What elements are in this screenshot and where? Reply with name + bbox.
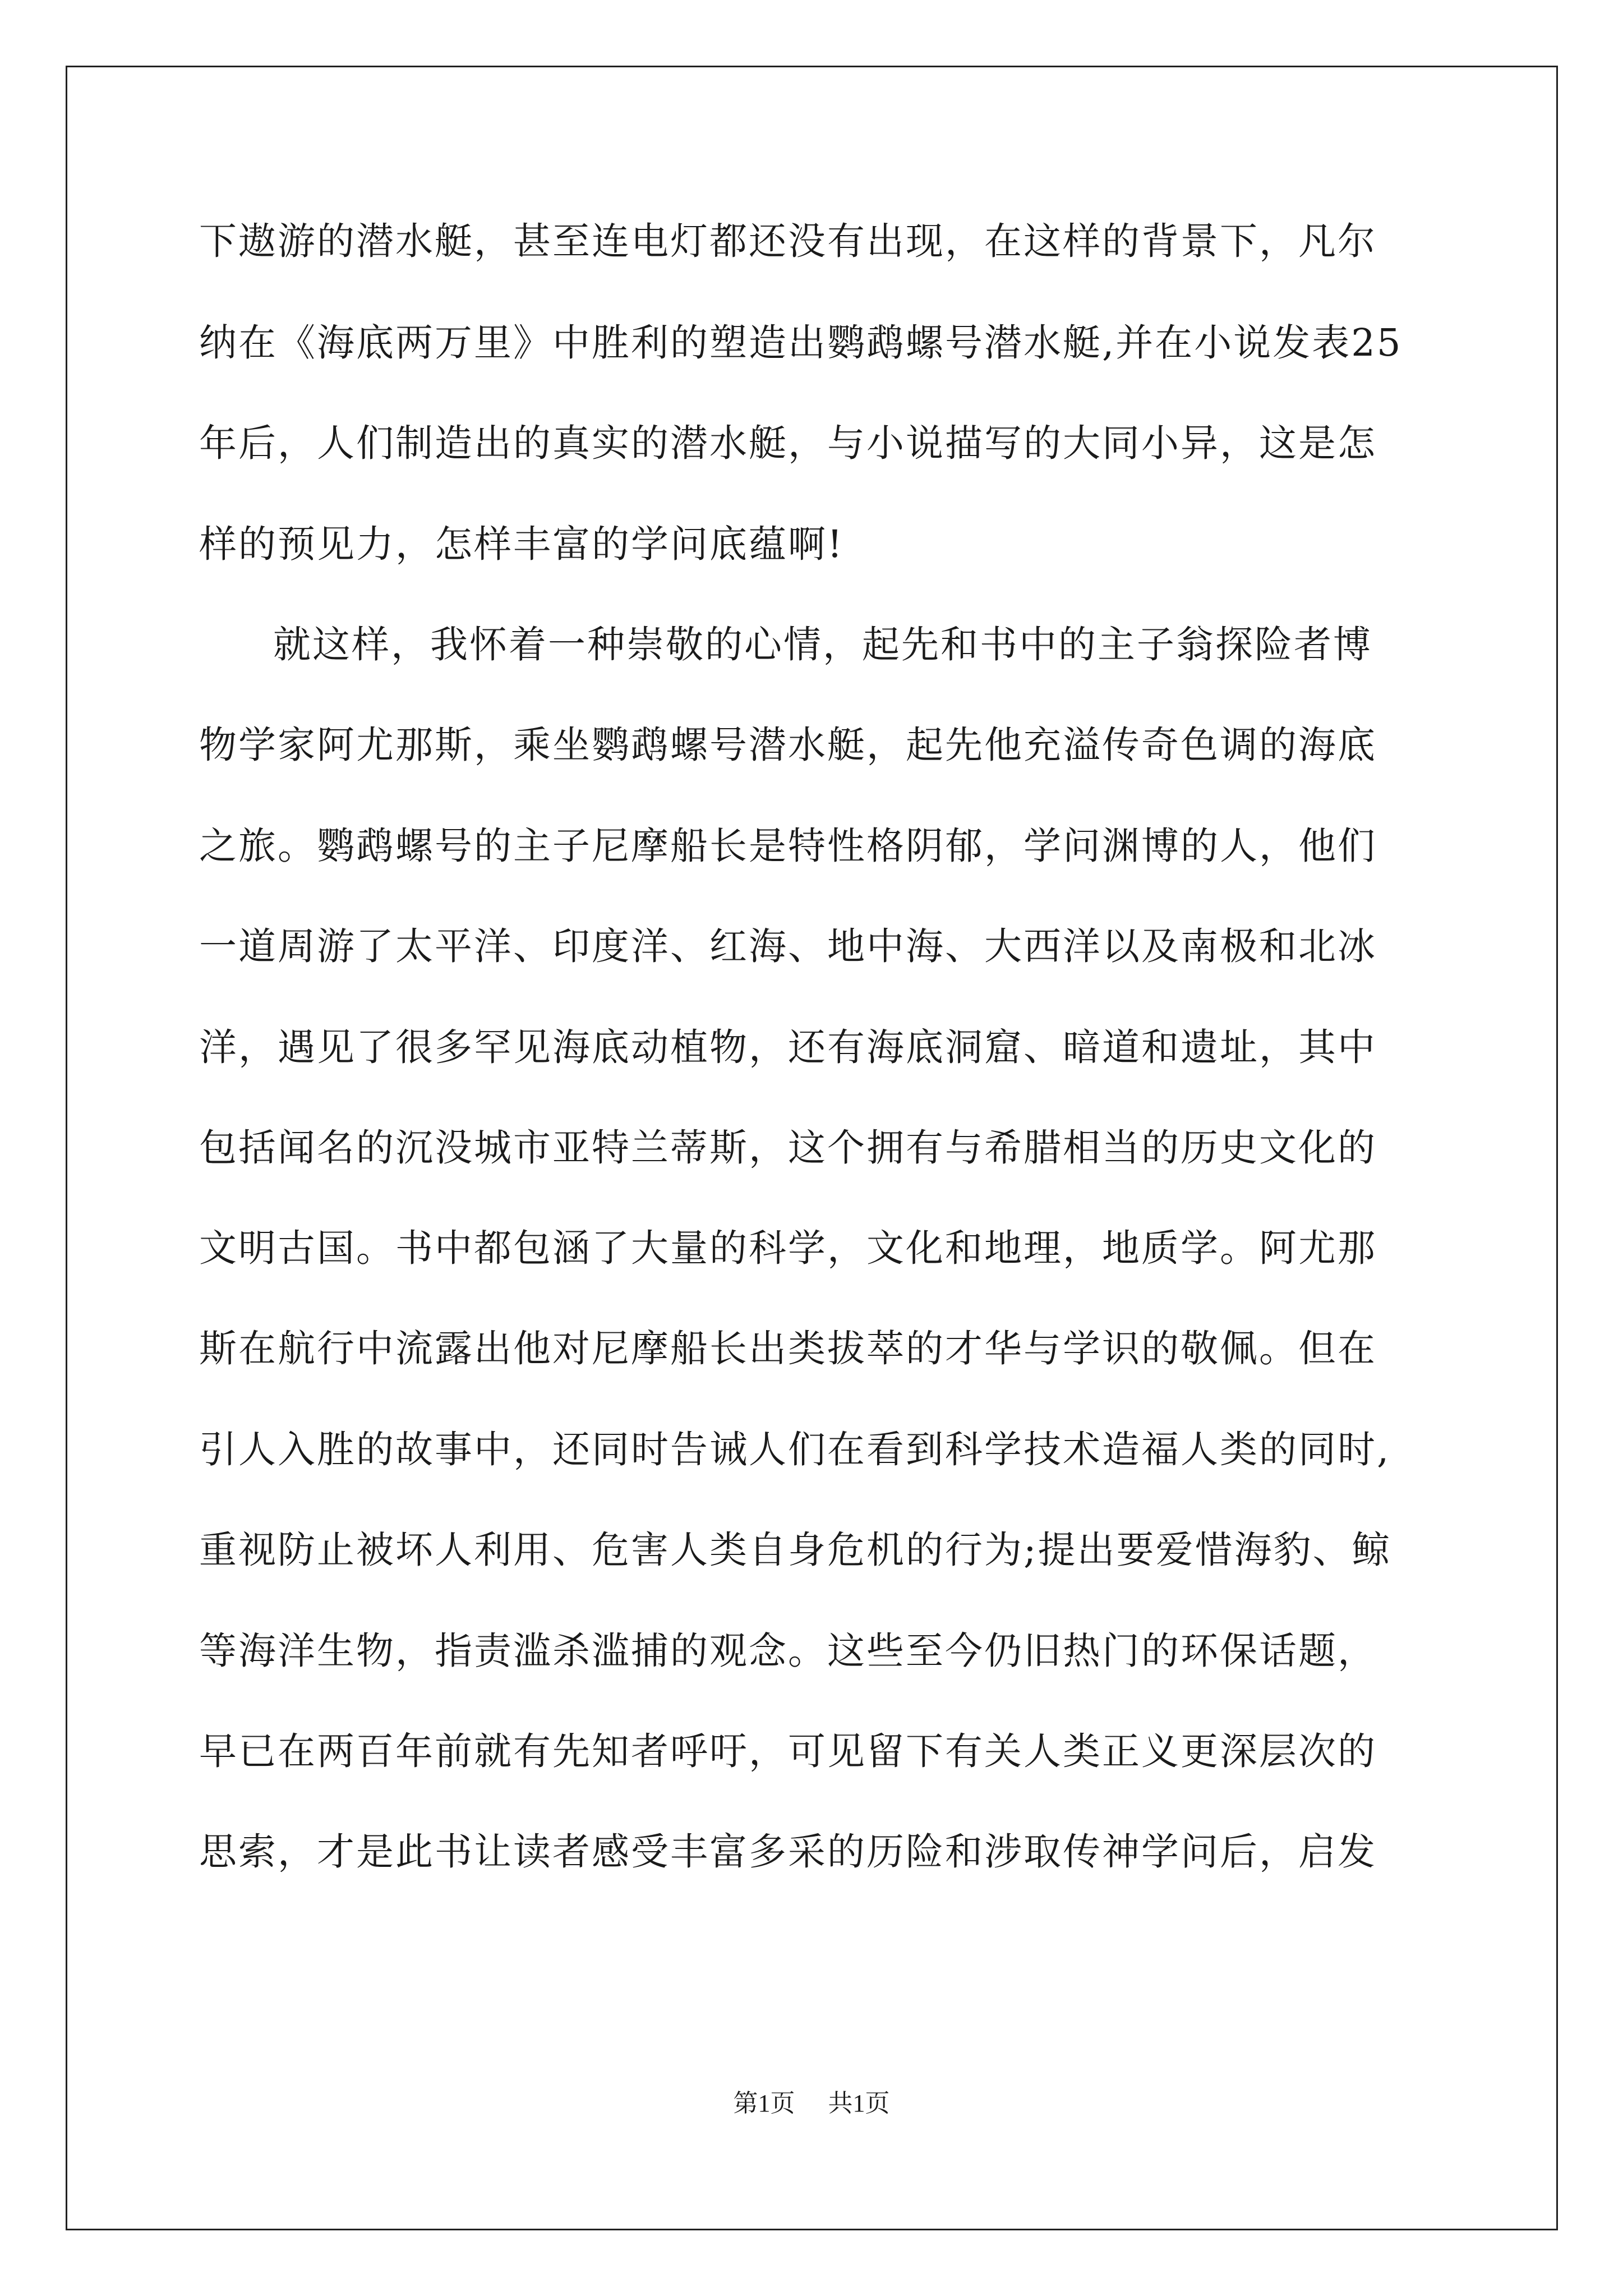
text-line: 文明古国。书中都包涵了大量的科学，文化和地理，地质学。阿尤那 — [199, 1226, 1377, 1270]
text-line: 物学家阿尤那斯，乘坐鹦鹉螺号潜水艇，起先他充溢传奇色调的海底 — [199, 723, 1377, 767]
text-line: 一道周游了太平洋、印度洋、红海、地中海、大西洋以及南极和北冰 — [199, 924, 1377, 968]
text-line: 等海洋生物，指责滥杀滥捕的观念。这些至今仍旧热门的环保话题， — [199, 1629, 1377, 1673]
text-line: 早已在两百年前就有先知者呼吁，可见留下有关人类正义更深层次的 — [199, 1729, 1377, 1773]
text-line: 包括闻名的沉没城市亚特兰蒂斯，这个拥有与希腊相当的历史文化的 — [199, 1126, 1377, 1170]
text-line: 思索，才是此书让读者感受丰富多采的历险和涉取传神学问后，启发 — [199, 1830, 1377, 1874]
text-line: 年后，人们制造出的真实的潜水艇，与小说描写的大同小异，这是怎 — [199, 421, 1377, 465]
text-line: 之旅。鹦鹉螺号的主子尼摩船长是特性格阴郁，学问渊博的人，他们 — [199, 824, 1377, 868]
text-line: 洋，遇见了很多罕见海底动植物，还有海底洞窟、暗道和遗址，其中 — [199, 1025, 1377, 1069]
text-line: 引人入胜的故事中，还同时告诫人们在看到科学技术造福人类的同时, — [199, 1428, 1391, 1471]
page-number: 第1页 — [733, 2090, 795, 2117]
paragraph-first-line: 就这样，我怀着一种崇敬的心情，起先和书中的主子翁探险者博 — [273, 623, 1372, 666]
text-line: 斯在航行中流露出他对尼摩船长出类拔萃的才华与学识的敬佩。但在 — [199, 1327, 1377, 1370]
text-line: 重视防止被坏人利用、危害人类自身危机的行为;提出要爱惜海豹、鲸 — [199, 1528, 1391, 1572]
page-total: 共1页 — [828, 2090, 890, 2117]
page-footer — [0, 2087, 1623, 2120]
text-line: 下遨游的潜水艇，甚至连电灯都还没有出现，在这样的背景下，凡尔 — [199, 219, 1377, 263]
text-line: 纳在《海底两万里》中胜利的塑造出鹦鹉螺号潜水艇,并在小说发表25 — [199, 321, 1403, 365]
text-line: 样的预见力，怎样丰富的学问底蕴啊! — [199, 522, 844, 566]
